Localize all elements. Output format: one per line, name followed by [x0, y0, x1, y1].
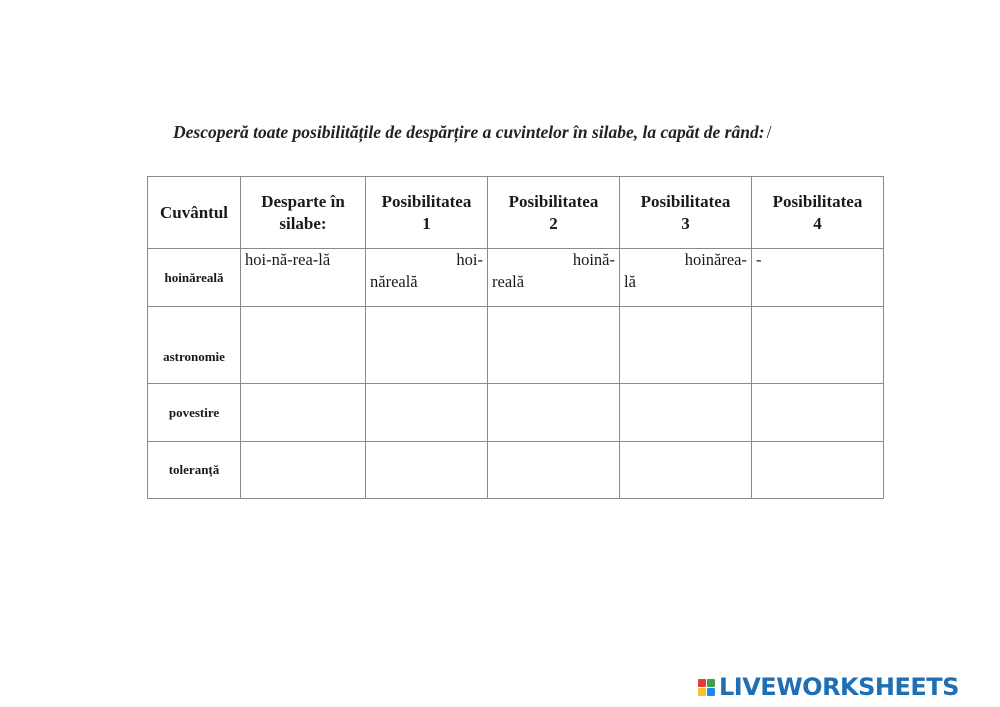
possibility-3-cell[interactable] [620, 384, 752, 442]
possibility-2-cell[interactable] [488, 307, 620, 384]
word-cell: astronomie [148, 307, 241, 384]
word-cell: povestire [148, 384, 241, 442]
syllables-cell[interactable] [241, 307, 366, 384]
possibility-1-cell[interactable] [366, 384, 488, 442]
header-posibilitatea-3: Posibilitatea 3 [620, 177, 752, 249]
syllables-cell[interactable]: hoi-nă-rea-lă [241, 249, 366, 307]
instruction-sentence: Descoperă toate posibilitățile de despărțire a cuvintelor în silabe, la capăt de rând: [173, 122, 765, 142]
possibility-2-cell[interactable] [488, 442, 620, 499]
header-posibilitatea-4: Posibilitatea 4 [752, 177, 884, 249]
possibility-1-cell[interactable] [366, 442, 488, 499]
syllable-table [147, 176, 884, 499]
possibility-4-cell[interactable] [752, 442, 884, 499]
table-row [148, 307, 884, 384]
possibility-3-cell[interactable]: hoinărea- lă [620, 249, 752, 307]
possibility-4-cell[interactable] [752, 384, 884, 442]
brand-wordmark: LIVEWORKSHEETS [719, 673, 959, 701]
header-posibilitatea-1: Posibilitatea 1 [366, 177, 488, 249]
table-row [148, 384, 884, 442]
liveworksheets-logo-icon [698, 679, 715, 696]
instruction-text [173, 122, 893, 143]
possibility-3-cell[interactable] [620, 442, 752, 499]
header-posibilitatea-2: Posibilitatea 2 [488, 177, 620, 249]
syllables-cell[interactable] [241, 384, 366, 442]
possibility-3-cell[interactable] [620, 307, 752, 384]
table-row [148, 249, 884, 307]
table-row [148, 442, 884, 499]
header-cuvantul: Cuvântul [148, 177, 241, 249]
header-desparte: Desparte în silabe: [241, 177, 366, 249]
possibility-1-cell[interactable] [366, 307, 488, 384]
possibility-2-cell[interactable]: hoină- reală [488, 249, 620, 307]
possibility-2-cell[interactable] [488, 384, 620, 442]
possibility-4-cell[interactable]: - [752, 249, 884, 307]
syllables-cell[interactable] [241, 442, 366, 499]
word-cell: toleranță [148, 442, 241, 499]
table-header-row [148, 177, 884, 249]
word-cell: hoinăreală [148, 249, 241, 307]
text-cursor-mark: / [766, 122, 772, 142]
liveworksheets-brand [698, 674, 959, 700]
possibility-4-cell[interactable] [752, 307, 884, 384]
possibility-1-cell[interactable]: hoi- năreală [366, 249, 488, 307]
